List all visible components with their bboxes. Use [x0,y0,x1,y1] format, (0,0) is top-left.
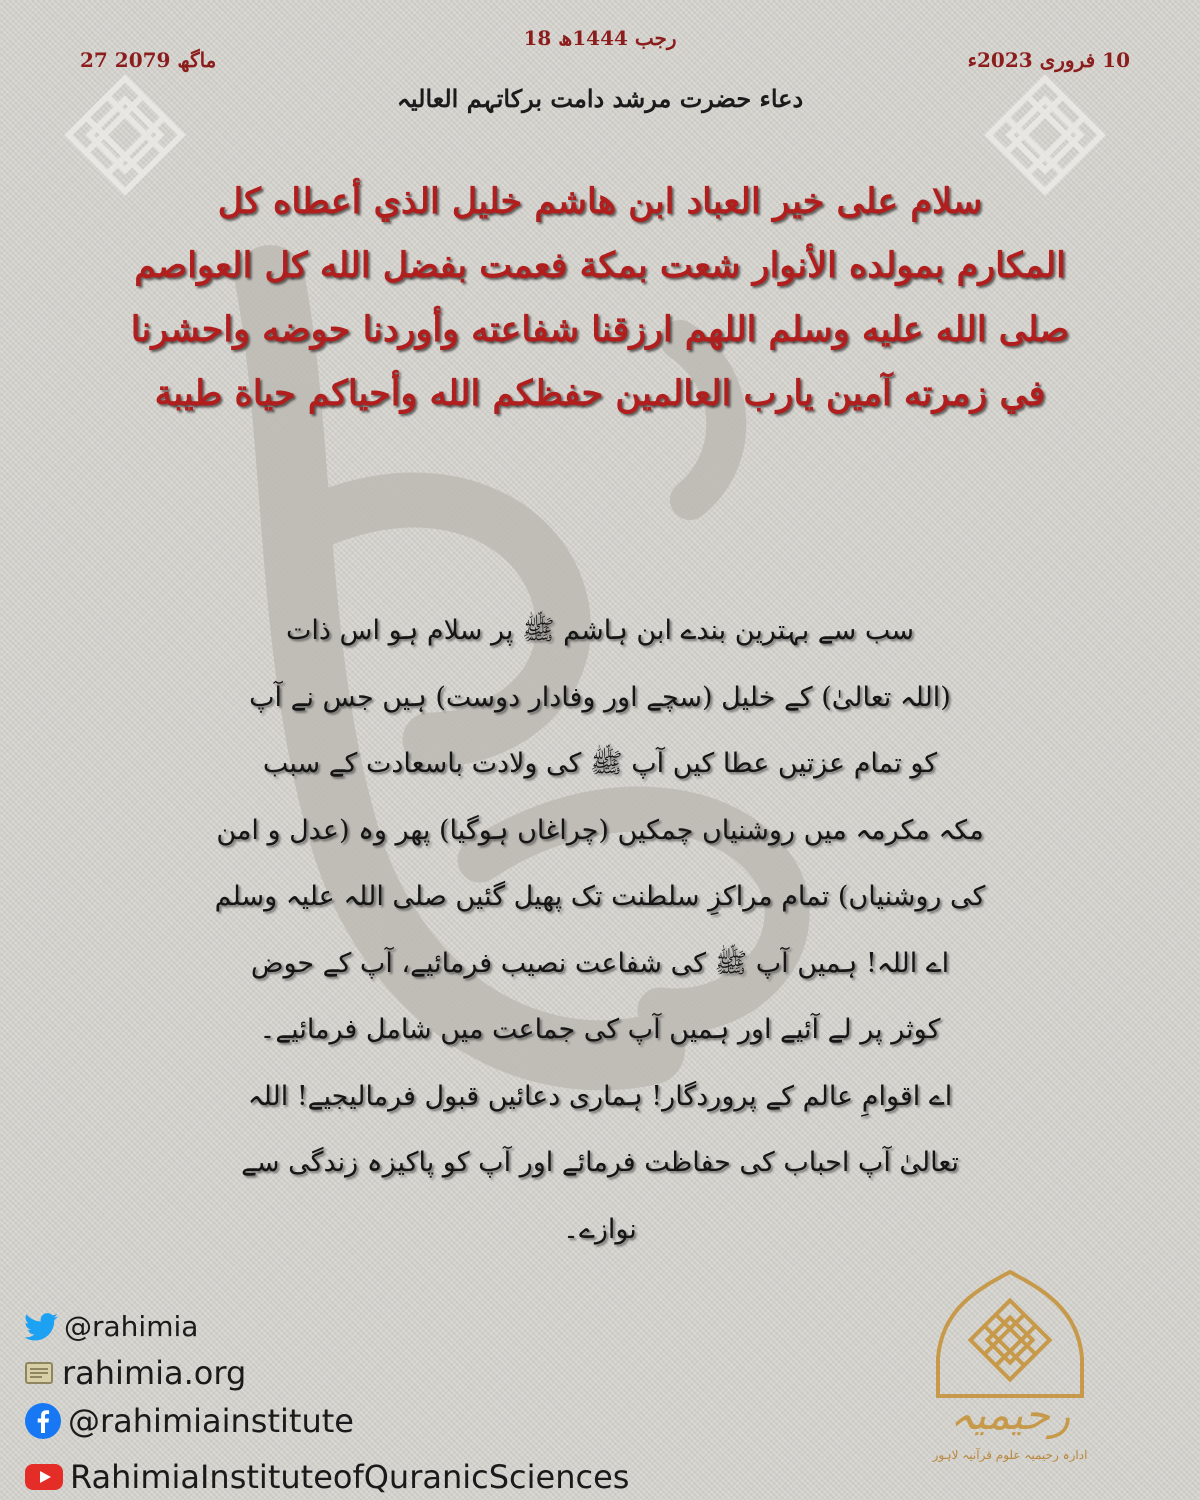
twitter-icon [24,1313,58,1341]
facebook-handle: @rahimiainstitute [68,1402,354,1440]
arabic-dua [80,170,1120,426]
urdu-line: مکہ مکرمہ میں روشنیاں چمکیں (چراغاں ہوگیا) پھر وہ (عدل و امن [216,814,984,846]
urdu-line: کوثر پر لے آئیے اور ہمیں آپ کی جماعت میں شامل فرمائیے۔ [259,1014,941,1045]
arabic-line: المكارم بمولده الأنوار شعت بمكة فعمت بفضل الله كل العواصم [134,245,1066,286]
urdu-line: کی روشنیاں) تمام مراکزِ سلطنت تک پھیل گئیں صلی اللہ علیہ وسلم [214,881,986,912]
urdu-line: تعالیٰ آپ احباب کی حفاظت فرمائے اور آپ کو پاکیزہ زندگی سے [241,1147,959,1178]
dome-emblem-icon [920,1268,1100,1398]
arabic-line: صلى الله عليه وسلم اللهم ارزقنا شفاعته وأوردنا حوضه واحشرنا [130,309,1070,350]
logo-wordmark: رحیمیہ [949,1390,1071,1439]
urdu-line: اے اقوامِ عالم کے پروردگار! ہماری دعائیں قبول فرمالیجیے! اللہ [247,1080,953,1112]
globe-icon [24,1360,56,1386]
urdu-line: سب سے بہترین بندے ابن ہاشم ﷺ پر سلام ہو اس ذات [286,615,914,646]
website-url: rahimia.org [62,1354,247,1392]
youtube-link[interactable] [24,1458,629,1496]
youtube-channel: RahimiaInstituteofQuranicSciences [70,1458,630,1496]
rahimia-logo [920,1268,1100,1478]
urdu-line: (اللہ تعالیٰ) کے خلیل (سچے اور وفادار دوست) ہیں جس نے آپ [249,681,951,713]
bikram-date: 27 ماگھ 2079 [80,48,217,72]
logo-caption: ادارہ رحیمیہ علوم قرآنیہ لاہور [932,1448,1088,1462]
facebook-link[interactable] [24,1402,354,1440]
urdu-line: کو تمام عزتیں عطا کیں آپ ﷺ کی ولادت باسعادت کے سبب [262,748,938,779]
arabic-line: في زمرته آمين يارب العالمين حفظكم الله وأحياكم حياة طيبة [154,373,1046,414]
arabic-line: سلام على خير العباد ابن هاشم خليل الذي أعطاه كل [217,181,983,222]
facebook-icon [24,1402,62,1440]
website-link[interactable] [24,1354,246,1392]
gregorian-date: 10 فروری 2023ء [967,48,1130,72]
youtube-icon [24,1462,64,1492]
twitter-link[interactable] [24,1310,198,1343]
page-subtitle: دعاء حضرت مرشد دامت برکاتہم العالیہ [396,84,804,113]
urdu-line: نوازے۔ [563,1213,637,1245]
urdu-translation [160,598,1040,1263]
urdu-line: اے اللہ! ہمیں آپ ﷺ کی شفاعت نصیب فرمائیے، آپ کے حوض [250,947,950,979]
twitter-handle: @rahimia [64,1310,199,1343]
hijri-date: 18 رجب 1444ھ [523,26,677,50]
